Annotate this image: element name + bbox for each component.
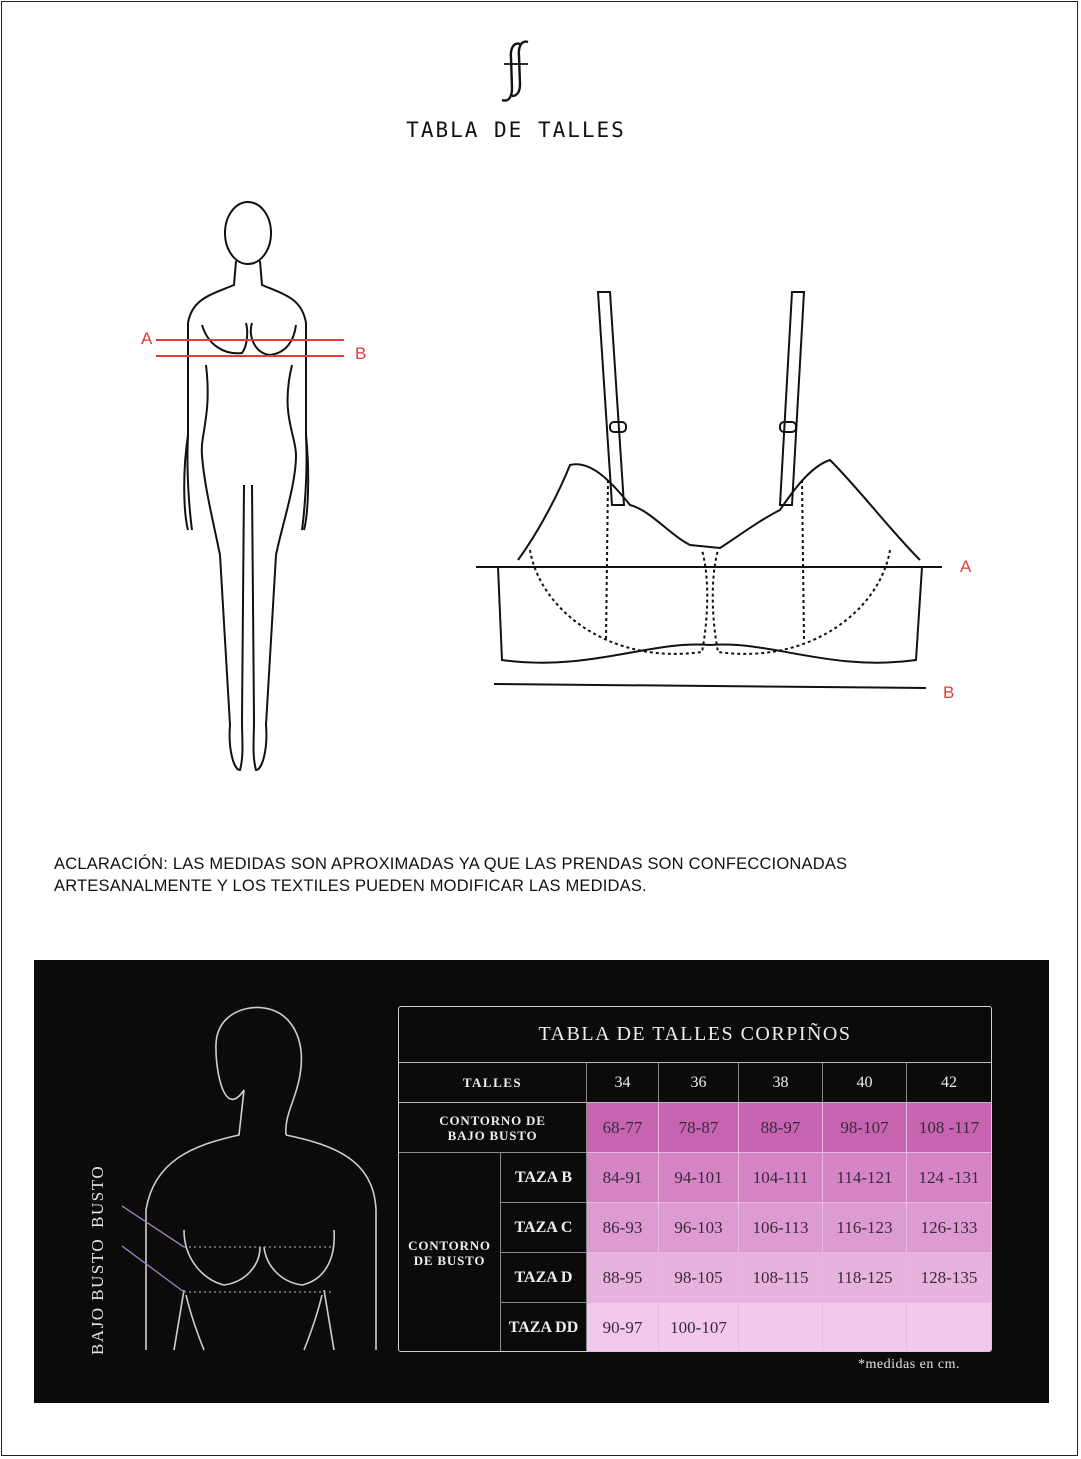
cup-d-40: 118-125 (823, 1253, 907, 1303)
cup-label-c: TAZA C (501, 1203, 587, 1253)
cup-b-40: 114-121 (823, 1153, 907, 1203)
cup-d-38: 108-115 (739, 1253, 823, 1303)
bra-measurement-illustration (470, 280, 990, 710)
label-busto: BUSTO (88, 1164, 107, 1228)
cup-dd-40 (823, 1303, 907, 1352)
underbust-36: 78-87 (659, 1103, 739, 1153)
size-table-title: TABLA DE TALLES CORPIÑOS (399, 1007, 991, 1063)
disclaimer-line-1: ACLARACIÓN: LAS MEDIDAS SON APROXIMADAS YA QUE LAS PRENDAS SON CONFECCIONADAS (54, 855, 848, 873)
disclaimer-note (54, 853, 954, 897)
units-note: *medidas en cm. (858, 1357, 960, 1372)
header-talles: TALLES (399, 1063, 587, 1103)
row-label-bust: CONTORNO DE BUSTO (399, 1153, 501, 1352)
disclaimer-line-2: ARTESANALMENTE Y LOS TEXTILES PUEDEN MODIFICAR LAS MEDIDAS. (54, 877, 647, 895)
cup-c-38: 106-113 (739, 1203, 823, 1253)
header-size-36: 36 (659, 1063, 739, 1103)
cup-d-34: 88-95 (587, 1253, 659, 1303)
vertical-measure-label (88, 1155, 108, 1355)
header-size-38: 38 (739, 1063, 823, 1103)
cup-c-40: 116-123 (823, 1203, 907, 1253)
cup-c-42: 126-133 (907, 1203, 991, 1253)
cup-b-34: 84-91 (587, 1153, 659, 1203)
measure-label-a: A (141, 329, 153, 348)
header-size-34: 34 (587, 1063, 659, 1103)
header-size-40: 40 (823, 1063, 907, 1103)
bra-measure-label-a: A (960, 557, 972, 576)
underbust-38: 88-97 (739, 1103, 823, 1153)
body-measurement-illustration (130, 195, 380, 785)
cup-b-36: 94-101 (659, 1153, 739, 1203)
underbust-40: 98-107 (823, 1103, 907, 1153)
size-table (398, 1006, 992, 1352)
cup-b-42: 124 -131 (907, 1153, 991, 1203)
cup-dd-34: 90-97 (587, 1303, 659, 1352)
bra-measure-label-b: B (943, 683, 955, 702)
cup-label-b: TAZA B (501, 1153, 587, 1203)
cup-c-34: 86-93 (587, 1203, 659, 1253)
header-size-42: 42 (907, 1063, 991, 1103)
measure-label-b: B (355, 344, 367, 363)
row-label-underbust: CONTORNO DE BAJO BUSTO (399, 1103, 587, 1153)
cup-d-36: 98-105 (659, 1253, 739, 1303)
cup-c-36: 96-103 (659, 1203, 739, 1253)
page-title: TABLA DE TALLES (406, 118, 626, 142)
cup-d-42: 128-135 (907, 1253, 991, 1303)
cup-label-dd: TAZA DD (501, 1303, 587, 1352)
cup-b-38: 104-111 (739, 1153, 823, 1203)
cup-label-d: TAZA D (501, 1253, 587, 1303)
brand-logo-icon (490, 38, 540, 108)
cup-dd-42 (907, 1303, 991, 1352)
cup-dd-38 (739, 1303, 823, 1352)
underbust-42: 108 -117 (907, 1103, 991, 1153)
cup-dd-36: 100-107 (659, 1303, 739, 1352)
label-bajo-busto: BAJO BUSTO (88, 1237, 107, 1355)
underbust-34: 68-77 (587, 1103, 659, 1153)
